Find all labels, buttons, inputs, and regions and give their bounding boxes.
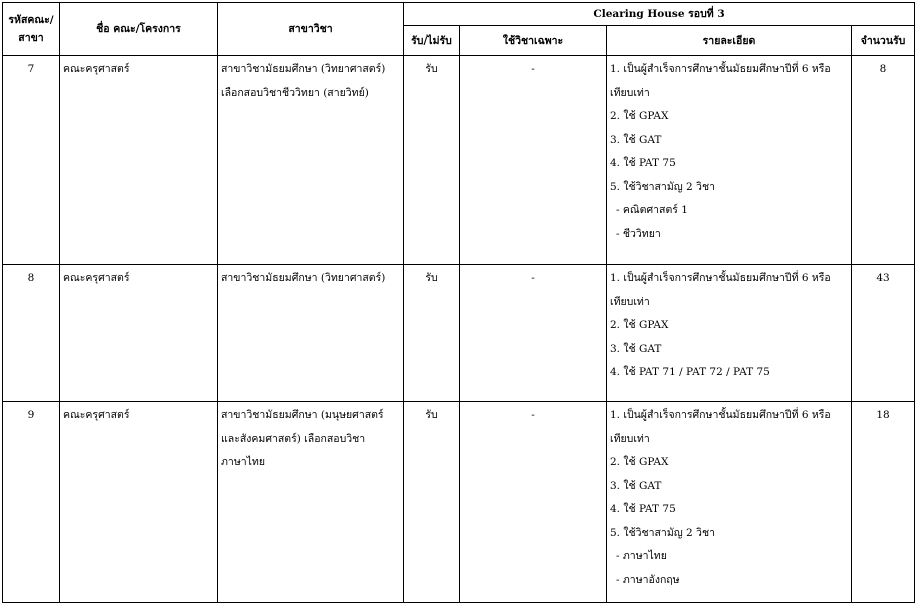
cell-details <box>607 56 852 265</box>
detail-line: 4. ใช้ PAT 75 <box>610 503 676 515</box>
cell-special: - <box>460 402 607 603</box>
header-major: สาขาวิชา <box>218 3 404 56</box>
cell-code: 7 <box>3 56 60 265</box>
header-code: รหัสคณะ/สาขา <box>3 3 60 56</box>
detail-line: 1. เป็นผู้สำเร็จการศึกษาชั้นมัธยมศึกษาปีที่ 6 หรือ <box>610 409 831 421</box>
detail-subject: - ภาษาไทย <box>616 550 667 562</box>
header-count: จำนวนรับ <box>852 26 915 56</box>
major-line: สาขาวิชามัธยมศึกษา (มนุษยศาสตร์ <box>221 409 384 421</box>
cell-accept: รับ <box>404 265 460 402</box>
cell-major <box>218 265 404 402</box>
detail-subject: - ภาษาอังกฤษ <box>616 573 680 586</box>
cell-code: 8 <box>3 265 60 402</box>
header-special-subject: ใช้วิชาเฉพาะ <box>460 26 607 56</box>
cell-accept: รับ <box>404 56 460 265</box>
major-line: สาขาวิชามัธยมศึกษา (วิทยาศาสตร์) <box>221 63 386 75</box>
header-row-1 <box>3 3 915 26</box>
cell-special: - <box>460 265 607 402</box>
cell-count: 43 <box>852 265 915 402</box>
header-faculty: ชื่อ คณะ/โครงการ <box>60 3 218 56</box>
cell-faculty: คณะครุศาสตร์ <box>60 56 218 265</box>
detail-line: 5. ใช้วิชาสามัญ 2 วิชา <box>610 526 715 539</box>
table-row <box>3 56 915 265</box>
detail-line: 3. ใช้ GAT <box>610 342 662 355</box>
cell-accept: รับ <box>404 402 460 603</box>
cell-count: 8 <box>852 56 915 265</box>
cell-major <box>218 402 404 603</box>
detail-line: 3. ใช้ GAT <box>610 133 662 146</box>
detail-line: เทียบเท่า <box>610 432 650 445</box>
table-row <box>3 265 915 402</box>
detail-line: 5. ใช้วิชาสามัญ 2 วิชา <box>610 180 715 193</box>
major-line: สาขาวิชามัธยมศึกษา (วิทยาศาสตร์) <box>221 272 386 284</box>
detail-line: 2. ใช้ GPAX <box>610 110 669 122</box>
detail-subject: - คณิตศาสตร์ 1 <box>616 204 688 216</box>
major-line: เลือกสอบวิชาชีววิทยา (สายวิทย์) <box>221 86 369 99</box>
detail-line: 2. ใช้ GPAX <box>610 319 669 331</box>
detail-line: เทียบเท่า <box>610 295 650 308</box>
cell-special: - <box>460 56 607 265</box>
detail-line: 4. ใช้ PAT 75 <box>610 157 676 169</box>
cell-code: 9 <box>3 402 60 603</box>
major-line: ภาษาไทย <box>221 456 265 468</box>
detail-subject: - ชีววิทยา <box>616 227 661 240</box>
detail-line: 1. เป็นผู้สำเร็จการศึกษาชั้นมัธยมศึกษาปีที่ 6 หรือ <box>610 63 831 75</box>
header-accept: รับ/ไม่รับ <box>404 26 460 56</box>
detail-line: 1. เป็นผู้สำเร็จการศึกษาชั้นมัธยมศึกษาปีที่ 6 หรือ <box>610 272 831 284</box>
header-details: รายละเอียด <box>607 26 852 56</box>
detail-line: เทียบเท่า <box>610 86 650 99</box>
cell-major <box>218 56 404 265</box>
cell-details <box>607 402 852 603</box>
admission-table <box>2 2 915 603</box>
cell-count: 18 <box>852 402 915 603</box>
cell-faculty: คณะครุศาสตร์ <box>60 402 218 603</box>
table-row <box>3 402 915 603</box>
detail-line: 3. ใช้ GAT <box>610 479 662 492</box>
detail-line: 4. ใช้ PAT 71 / PAT 72 / PAT 75 <box>610 366 770 378</box>
cell-faculty: คณะครุศาสตร์ <box>60 265 218 402</box>
header-clearing-house: Clearing House รอบที่ 3 <box>404 3 915 26</box>
cell-details <box>607 265 852 402</box>
major-line: และสังคมศาสตร์) เลือกสอบวิชา <box>221 432 366 445</box>
detail-line: 2. ใช้ GPAX <box>610 456 669 468</box>
